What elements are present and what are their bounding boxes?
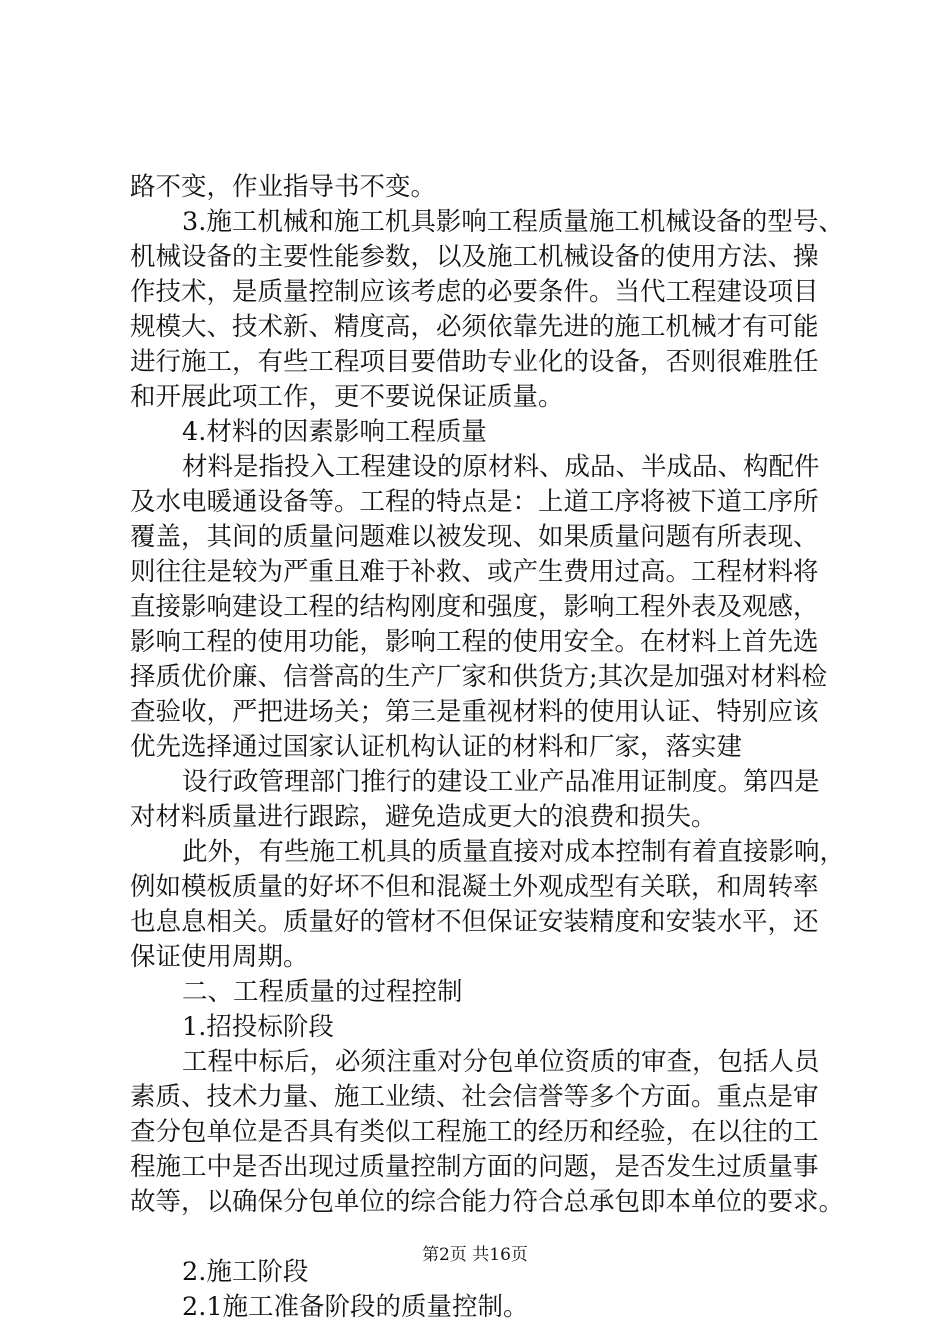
- section-heading: 4.材料的因素影响工程质量: [182, 417, 487, 447]
- paragraph-line: 工程中标后，必须注重对分包单位资质的审查，包括人员: [182, 1047, 820, 1077]
- paragraph-line: 作技术，是质量控制应该考虑的必要条件。当代工程建设项目: [130, 277, 819, 307]
- paragraph-line: 优先选择通过国家认证机构认证的材料和厂家，落实建: [130, 732, 743, 762]
- subsection-heading: 2.1施工准备阶段的质量控制。: [182, 1292, 529, 1322]
- paragraph-line: 查验收，严把进场关；第三是重视材料的使用认证、特别应该: [130, 697, 819, 727]
- paragraph-line: 查分包单位是否具有类似工程施工的经历和经验，在以往的工: [130, 1117, 819, 1147]
- paragraph-line: 择质优价廉、信誉高的生产厂家和供货方;其次是加强对材料检: [130, 662, 828, 692]
- paragraph-line: 对材料质量进行跟踪，避免造成更大的浪费和损失。: [130, 802, 717, 832]
- paragraph-line: 及水电暖通设备等。工程的特点是：上道工序将被下道工序所: [130, 487, 819, 517]
- paragraph-line: 影响工程的使用功能，影响工程的使用安全。在材料上首先选: [130, 627, 819, 657]
- paragraph-line: 路不变，作业指导书不变。: [130, 172, 437, 202]
- subsection-heading: 2.施工阶段: [182, 1257, 309, 1287]
- paragraph-line: 3.施工机械和施工机具影响工程质量施工机械设备的型号、: [182, 207, 844, 237]
- paragraph-line: 故等，以确保分包单位的综合能力符合总承包即本单位的要求。: [130, 1187, 845, 1217]
- paragraph-line: 则往往是较为严重且难于补救、或产生费用过高。工程材料将: [130, 557, 819, 587]
- paragraph-line: 材料是指投入工程建设的原材料、成品、半成品、构配件: [182, 452, 820, 482]
- paragraph-line: 素质、技术力量、施工业绩、社会信誉等多个方面。重点是审: [130, 1082, 819, 1112]
- paragraph-line: 规模大、技术新、精度高，必须依靠先进的施工机械才有可能: [130, 312, 819, 342]
- paragraph-line: 程施工中是否出现过质量控制方面的问题，是否发生过质量事: [130, 1152, 819, 1182]
- paragraph-line: 例如模板质量的好坏不但和混凝土外观成型有关联，和周转率: [130, 872, 819, 902]
- paragraph-line: 直接影响建设工程的结构刚度和强度，影响工程外表及观感，: [130, 592, 819, 622]
- paragraph-line: 也息息相关。质量好的管材不但保证安装精度和安装水平，还: [130, 907, 819, 937]
- paragraph-line: 进行施工，有些工程项目要借助专业化的设备，否则很难胜任: [130, 347, 819, 377]
- paragraph-line: 机械设备的主要性能参数，以及施工机械设备的使用方法、操: [130, 242, 819, 272]
- subsection-heading: 1.招投标阶段: [182, 1012, 334, 1042]
- paragraph-line: 覆盖，其间的质量问题难以被发现、如果质量问题有所表现、: [130, 522, 819, 552]
- page-number-footer: 第2页 共16页: [422, 1245, 528, 1265]
- paragraph-line: 此外，有些施工机具的质量直接对成本控制有着直接影响，: [182, 837, 846, 867]
- paragraph-line: 和开展此项工作，更不要说保证质量。: [130, 382, 564, 412]
- paragraph-line: 保证使用周期。: [130, 942, 309, 972]
- document-body: [130, 170, 846, 1325]
- section-heading: 二、工程质量的过程控制: [182, 977, 463, 1007]
- paragraph-line: 设行政管理部门推行的建设工业产品准用证制度。第四是: [182, 767, 820, 797]
